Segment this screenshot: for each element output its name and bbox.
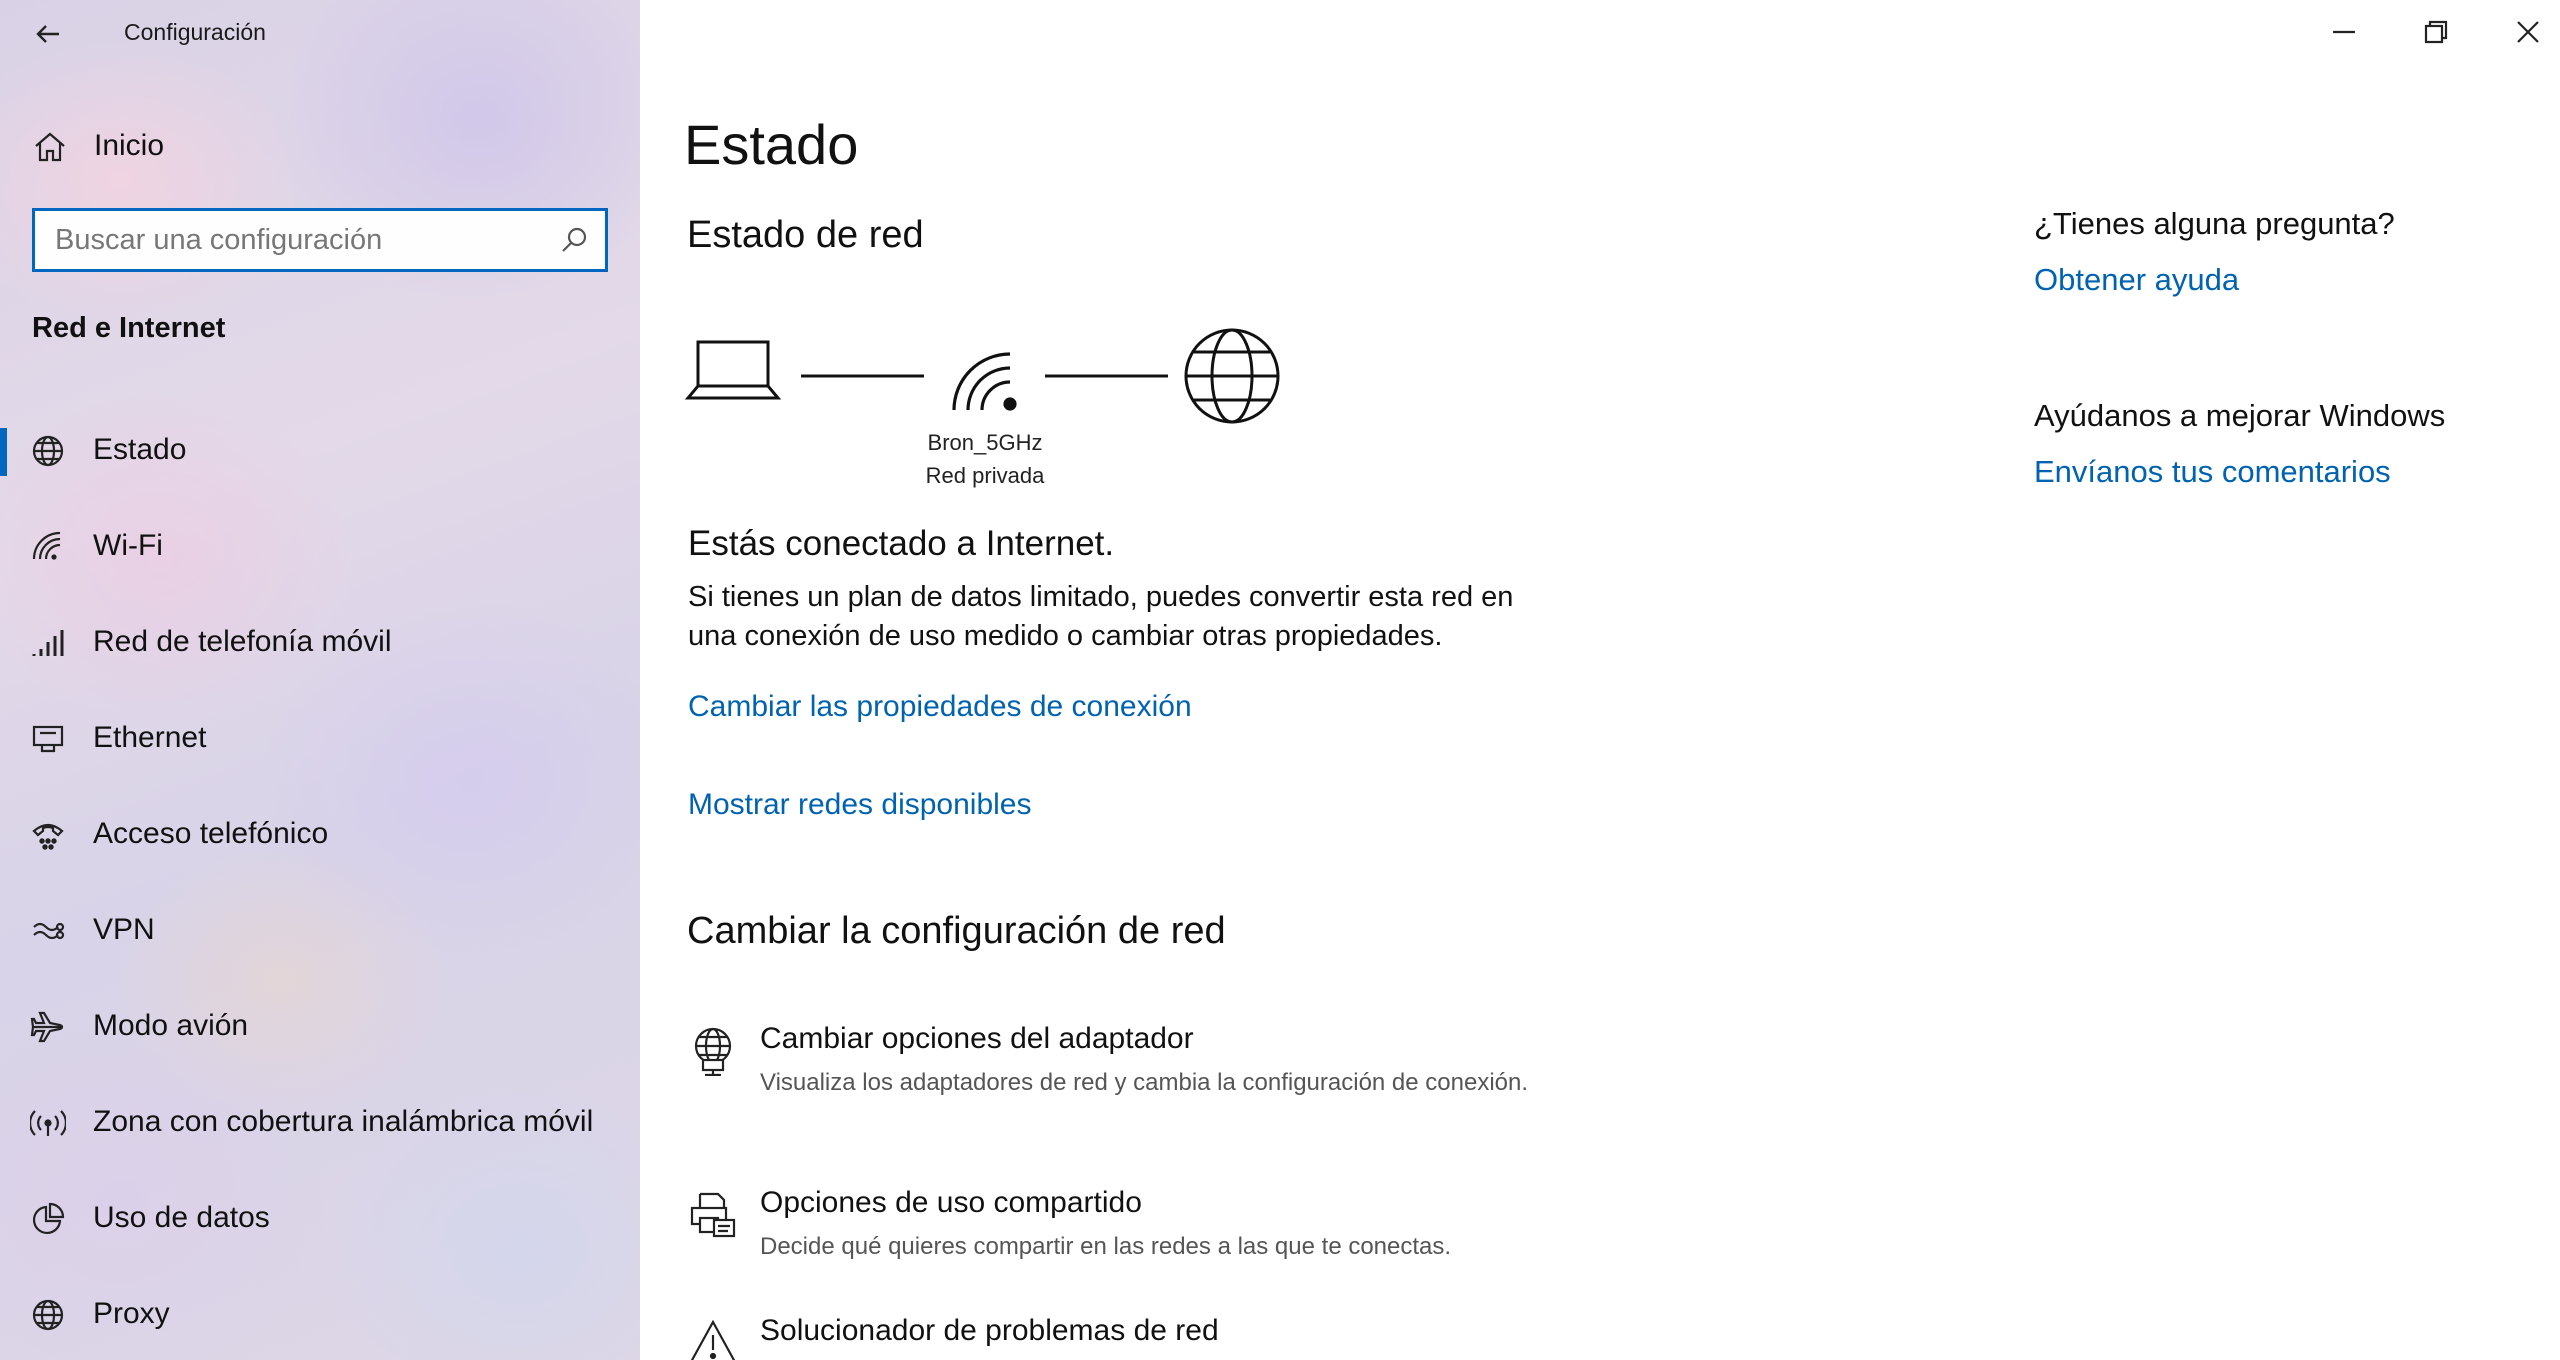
vpn-icon [30,913,66,949]
network-info [890,426,1080,492]
sidebar [0,0,640,1360]
sidebar-item-dialup[interactable] [0,788,640,884]
sidebar-nav [0,404,640,1360]
adapter-globe-icon [688,1026,738,1076]
adapter-options-item[interactable] [688,1022,1588,1132]
restore-icon [2423,19,2449,45]
sidebar-item-label: Red de telefonía móvil [93,625,392,658]
sidebar-item-airplane[interactable] [0,980,640,1076]
sidebar-item-data-usage[interactable] [0,1172,640,1268]
network-status-heading: Estado de red [687,214,924,256]
search-input[interactable] [55,219,535,261]
cellular-signal-icon [30,625,66,661]
sidebar-item-ethernet[interactable] [0,692,640,788]
sidebar-item-wifi[interactable] [0,500,640,596]
wifi-icon [30,529,66,565]
mobile-hotspot-icon [30,1105,66,1141]
globe-status-icon [30,433,66,469]
sidebar-item-proxy[interactable] [0,1268,640,1360]
option-desc: Decide qué quieres compartir en las redes a las que te conectas. [760,1233,1452,1260]
option-title: Solucionador de problemas de red [760,1314,1219,1347]
sidebar-item-label: Zona con cobertura inalámbrica móvil [93,1105,594,1138]
sidebar-item-hotspot[interactable] [0,1076,640,1172]
sidebar-item-vpn[interactable] [0,884,640,980]
back-button[interactable] [26,14,70,54]
data-usage-icon [30,1201,66,1237]
ethernet-icon [30,721,66,757]
sidebar-item-label: Estado [93,433,187,466]
warning-triangle-icon [688,1318,738,1360]
sidebar-item-estado[interactable] [0,404,640,500]
sidebar-item-label: Proxy [93,1297,170,1330]
connection-status-desc: Si tienes un plan de datos limitado, puedes convertir esta red en una conexión de uso medido o cambiar otras propiedades. [688,581,1514,652]
send-feedback-link[interactable]: Envíanos tus comentarios [2034,454,2391,489]
get-help-link[interactable]: Obtener ayuda [2034,262,2240,297]
sidebar-item-label: Acceso telefónico [93,817,329,850]
network-troubleshooter-item[interactable] [688,1314,1588,1360]
laptop-icon [688,342,778,398]
change-network-settings-heading: Cambiar la configuración de red [687,910,1226,952]
option-title: Cambiar opciones del adaptador [760,1022,1194,1055]
minimize-button[interactable] [2298,0,2390,64]
minimize-icon [2331,19,2357,45]
sidebar-item-cellular[interactable] [0,596,640,692]
restore-button[interactable] [2390,0,2482,64]
internet-globe-icon [1186,330,1278,422]
show-available-networks-link[interactable]: Mostrar redes disponibles [688,788,1032,821]
sidebar-item-label: VPN [93,913,155,946]
proxy-globe-icon [30,1297,66,1333]
section-title: Red e Internet [32,312,226,344]
page-title: Estado [684,113,859,176]
sharing-options-item[interactable] [688,1186,1588,1276]
home-label: Inicio [94,129,165,162]
search-field[interactable] [32,208,608,272]
app-title: Configuración [124,19,266,45]
network-name: Bron_5GHz [927,430,1043,455]
question-title: ¿Tienes alguna pregunta? [2034,206,2395,241]
sidebar-item-label: Ethernet [93,721,207,754]
sidebar-item-label: Uso de datos [93,1201,270,1234]
home-icon [32,129,68,165]
network-type: Red privada [925,463,1045,488]
option-title: Opciones de uso compartido [760,1186,1142,1219]
option-desc: Visualiza los adaptadores de red y cambia la configuración de conexión. [760,1069,1529,1096]
search-icon [559,225,589,255]
dialup-phone-icon [30,817,66,853]
improve-windows-title: Ayúdanos a mejorar Windows [2034,398,2446,433]
sidebar-item-label: Wi-Fi [93,529,163,562]
connection-status-title: Estás conectado a Internet. [688,524,1115,563]
airplane-icon [30,1009,66,1045]
close-button[interactable] [2482,0,2560,64]
close-icon [2515,19,2541,45]
wifi-signal-icon [954,354,1015,410]
sharing-printer-icon [688,1190,738,1240]
sidebar-item-home[interactable] [0,112,640,182]
sidebar-item-label: Modo avión [93,1009,249,1042]
back-arrow-icon [33,19,63,49]
change-connection-properties-link[interactable]: Cambiar las propiedades de conexión [688,690,1192,723]
